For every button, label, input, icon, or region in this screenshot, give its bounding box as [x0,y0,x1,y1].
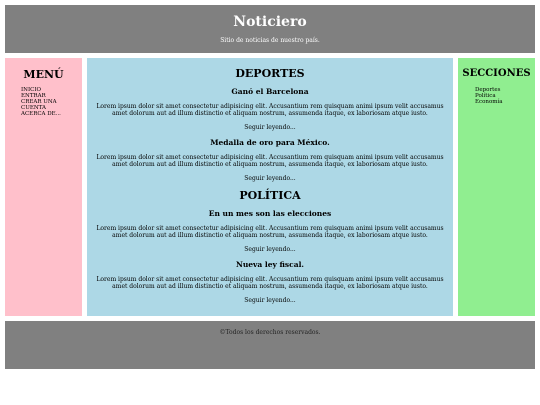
read-more-link[interactable]: Seguir leyendo... [244,246,296,253]
menu-item-entrar[interactable]: ENTRAR [21,93,46,99]
sections-panel [458,58,535,316]
sections-list [475,87,535,105]
menu-item-crear-cuenta[interactable]: CREAR UNA CUENTA [21,99,57,111]
article [87,209,453,253]
section-politica [87,189,453,304]
article-body: Lorem ipsum dolor sit amet consectetur adipisicing elit. Accusantium rem quisquam animi ipsum velit accusamus amet dolorum aut ad illum distinctio et aliquam nostrum, assumenda itaque, ex laboriosam atque iusto. [96,276,444,290]
article-body: Lorem ipsum dolor sit amet consectetur adipisicing elit. Accusantium rem quisquam animi ipsum velit accusamus amet dolorum aut ad illum distinctio et aliquam nostrum, assumenda itaque, ex laboriosam atque iusto. [96,225,444,239]
read-more-link[interactable]: Seguir leyendo... [244,124,296,131]
article-title: Ganó el Barcelona [231,87,309,96]
article-title: Medalla de oro para México. [210,138,330,147]
menu-item-inicio[interactable]: INICIO [21,87,42,93]
section-deportes [87,67,453,182]
article [87,138,453,182]
site-title: Noticiero [233,14,307,30]
news-content [87,58,453,316]
article [87,260,453,304]
article-title: Nueva ley fiscal. [235,260,305,269]
section-link-economia[interactable]: Economía [475,99,503,105]
article-body: Lorem ipsum dolor sit amet consectetur adipisicing elit. Accusantium rem quisquam animi ipsum velit accusamus amet dolorum aut ad illum distinctio et aliquam nostrum, assumenda itaque, ex laboriosam atque iusto. [96,154,444,168]
site-header [5,5,535,53]
section-title: POLÍTICA [239,189,301,202]
article-body: Lorem ipsum dolor sit amet consectetur adipisicing elit. Accusantium rem quisquam animi ipsum velit accusamus amet dolorum aut ad illum distinctio et aliquam nostrum, assumenda itaque, ex laboriosam atque iusto. [96,103,444,117]
read-more-link[interactable]: Seguir leyendo... [244,175,296,182]
sections-title: SECCIONES [462,68,531,79]
section-link-politica[interactable]: Política [475,93,496,99]
menu-item-acerca-de[interactable]: ACERCA DE... [21,111,61,117]
menu-list [21,87,82,117]
read-more-link[interactable]: Seguir leyendo... [244,297,296,304]
section-title: DEPORTES [235,67,305,80]
copyright-text: ©Todos los derechos reservados. [219,329,321,336]
article [87,87,453,131]
section-link-deportes[interactable]: Deportes [475,87,501,93]
menu-panel [5,58,82,316]
menu-title: MENÚ [23,68,64,81]
site-subtitle: Sitio de noticias de nuestro país. [220,37,320,44]
article-title: En un mes son las elecciones [208,209,332,218]
site-footer [5,321,535,369]
